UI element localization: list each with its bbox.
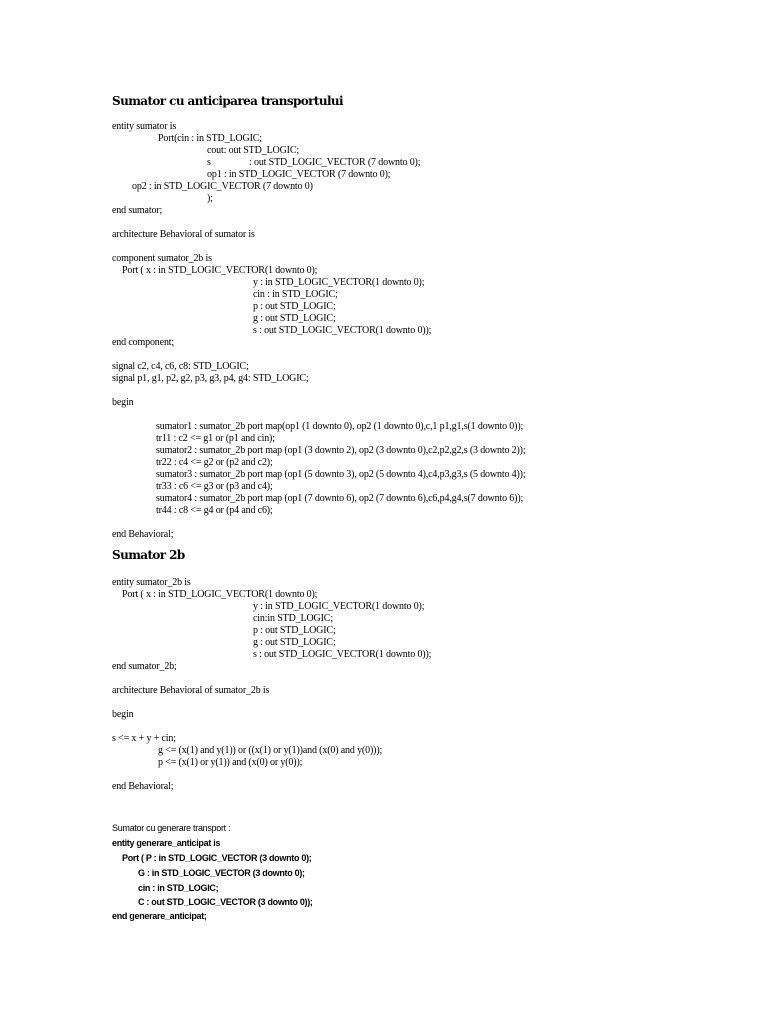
code-line: entity sumator is bbox=[112, 121, 177, 132]
code-line: cin : in STD_LOGIC; bbox=[138, 883, 219, 893]
code-line: entity sumator_2b is bbox=[112, 577, 191, 588]
code-line: p : out STD_LOGIC; bbox=[253, 625, 336, 636]
section-title-sumator-2b: Sumator 2b bbox=[112, 548, 185, 562]
code-line: C : out STD_LOGIC_VECTOR (3 downto 0)); bbox=[138, 897, 313, 907]
code-line: architecture Behavioral of sumator is bbox=[112, 229, 255, 240]
code-line: p <= (x(1) or y(1)) and (x(0) or y(0)); bbox=[158, 757, 303, 768]
code-line: cin : in STD_LOGIC; bbox=[253, 289, 338, 300]
code-line: sumator1 : sumator_2b port map(op1 (1 downto 0), op2 (1 downto 0),c,1 p1,g1,s(1 downto 0)); bbox=[156, 421, 524, 432]
code-line: end Behavioral; bbox=[112, 529, 174, 540]
code-line: begin bbox=[112, 397, 134, 408]
code-line: end generare_anticipat; bbox=[112, 911, 207, 921]
code-line: end sumator; bbox=[112, 205, 163, 216]
code-line: g : out STD_LOGIC; bbox=[253, 637, 336, 648]
code-line: tr33 : c6 <= g3 or (p3 and c4); bbox=[156, 481, 273, 492]
code-line: end Behavioral; bbox=[112, 781, 174, 792]
code-line: : out STD_LOGIC_VECTOR (7 downto 0); bbox=[249, 157, 421, 168]
code-line: s <= x + y + cin; bbox=[112, 733, 176, 744]
code-line: component sumator_2b is bbox=[112, 253, 212, 264]
code-line: s : out STD_LOGIC_VECTOR(1 downto 0)); bbox=[253, 649, 432, 660]
code-line: signal c2, c4, c6, c8: STD_LOGIC; bbox=[112, 361, 249, 372]
code-line: ); bbox=[207, 193, 213, 204]
code-line: tr44 : c8 <= g4 or (p4 and c6); bbox=[156, 505, 273, 516]
code-line: tr11 : c2 <= g1 or (p1 and cin); bbox=[156, 433, 275, 444]
code-line: sumator4 : sumator_2b port map (op1 (7 downto 6), op2 (7 downto 6),c6,p4,g4,s(7 downto 6)); bbox=[156, 493, 524, 504]
code-line: p : out STD_LOGIC; bbox=[253, 301, 336, 312]
code-line: op1 : in STD_LOGIC_VECTOR (7 downto 0); bbox=[207, 169, 391, 180]
code-line: s : out STD_LOGIC_VECTOR(1 downto 0)); bbox=[253, 325, 432, 336]
code-line: g : out STD_LOGIC; bbox=[253, 313, 336, 324]
code-line: sumator2 : sumator_2b port map (op1 (3 downto 2), op2 (3 downto 0),c2,p2,g2,s (3 downto 2)); bbox=[156, 445, 526, 456]
code-line: Port ( x : in STD_LOGIC_VECTOR(1 downto 0); bbox=[122, 265, 318, 276]
code-line: cin:in STD_LOGIC; bbox=[253, 613, 333, 624]
code-line: y : in STD_LOGIC_VECTOR(1 downto 0); bbox=[253, 277, 425, 288]
code-line: cout: out STD_LOGIC; bbox=[207, 145, 299, 156]
code-line: s bbox=[207, 157, 211, 168]
code-line: architecture Behavioral of sumator_2b is bbox=[112, 685, 270, 696]
code-line: tr22 : c4 <= g2 or (p2 and c2); bbox=[156, 457, 273, 468]
code-line: G : in STD_LOGIC_VECTOR (3 downto 0); bbox=[138, 868, 305, 878]
section-title-sumator-generare: Sumator cu generare transport : bbox=[112, 823, 231, 833]
code-line: g <= (x(1) and y(1)) or ((x(1) or y(1))and (x(0) and y(0))); bbox=[158, 745, 383, 756]
code-line: end component; bbox=[112, 337, 175, 348]
code-line: signal p1, g1, p2, g2, p3, g3, p4, g4: STD_LOGIC; bbox=[112, 373, 309, 384]
code-line: op2 : in STD_LOGIC_VECTOR (7 downto 0) bbox=[132, 181, 313, 192]
section-title-sumator-anticipare: Sumator cu anticiparea transportului bbox=[112, 94, 344, 108]
code-line: Port ( P : in STD_LOGIC_VECTOR (3 downto 0); bbox=[122, 853, 312, 863]
code-line: begin bbox=[112, 709, 134, 720]
code-line: Port(cin : in STD_LOGIC; bbox=[158, 133, 262, 144]
code-line: end sumator_2b; bbox=[112, 661, 177, 672]
code-line: y : in STD_LOGIC_VECTOR(1 downto 0); bbox=[253, 601, 425, 612]
code-line: Port ( x : in STD_LOGIC_VECTOR(1 downto 0); bbox=[122, 589, 318, 600]
code-line: sumator3 : sumator_2b port map (op1 (5 downto 3), op2 (5 downto 4),c4,p3,g3,s (5 downto 4)); bbox=[156, 469, 526, 480]
code-line: entity generare_anticipat is bbox=[112, 838, 221, 848]
